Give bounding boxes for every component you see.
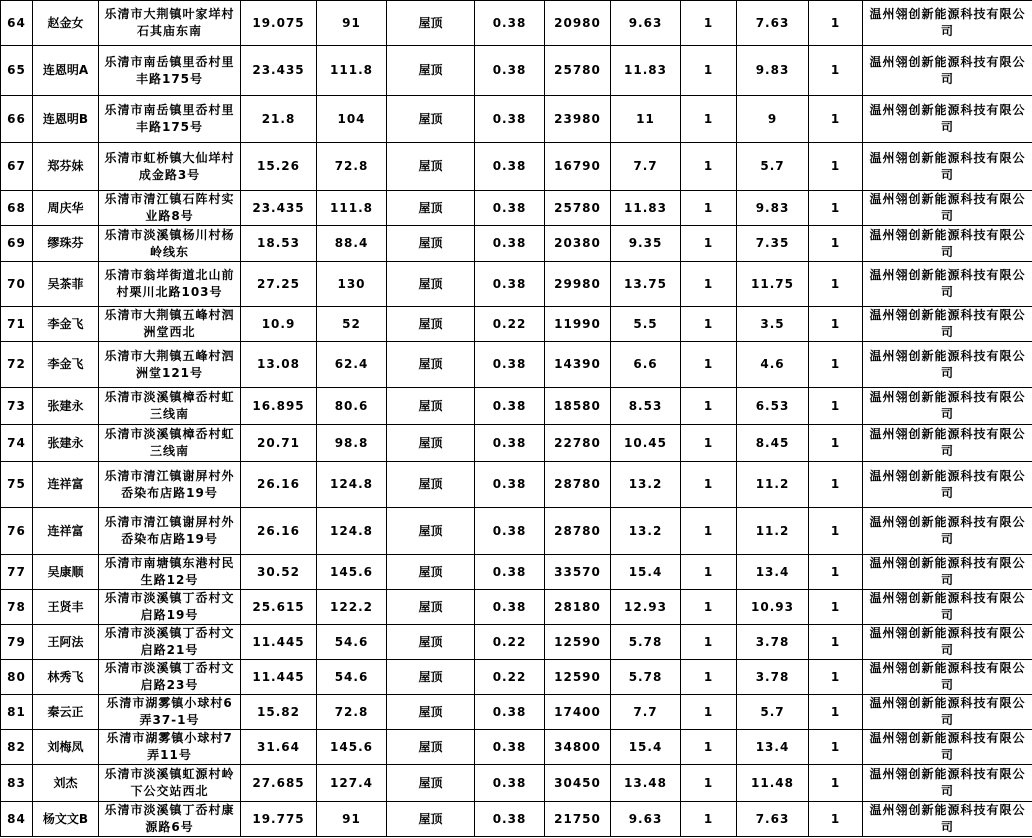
row-number-cell: 69 (1, 226, 33, 262)
rate-cell: 0.38 (475, 1, 545, 46)
table-row (1, 1, 1032, 46)
address-cell: 乐清市淡溪镇樟岙村虹三线南 (99, 388, 241, 425)
value-c-cell: 4.6 (737, 342, 809, 388)
value-d-cell: 1 (809, 96, 863, 143)
capacity-cell: 91 (317, 802, 387, 837)
area-cell: 20.71 (241, 425, 317, 462)
address-cell: 乐清市虹桥镇大仙垟村成金路3号 (99, 143, 241, 191)
amount-cell: 25780 (545, 191, 611, 226)
owner-name-cell: 秦云正 (33, 695, 99, 730)
rate-cell: 0.22 (475, 660, 545, 695)
value-c-cell: 9.83 (737, 46, 809, 96)
address-cell: 乐清市清江镇石阵村实业路8号 (99, 191, 241, 226)
value-d-cell: 1 (809, 802, 863, 837)
amount-cell: 28780 (545, 462, 611, 508)
owner-name-cell: 李金飞 (33, 307, 99, 342)
row-number-cell: 77 (1, 555, 33, 590)
owner-name-cell: 林秀飞 (33, 660, 99, 695)
value-d-cell: 1 (809, 660, 863, 695)
company-cell: 温州翎创新能源科技有限公司 (863, 508, 1032, 555)
capacity-cell: 88.4 (317, 226, 387, 262)
rate-cell: 0.38 (475, 342, 545, 388)
company-cell: 温州翎创新能源科技有限公司 (863, 226, 1032, 262)
row-number-cell: 73 (1, 388, 33, 425)
amount-cell: 21750 (545, 802, 611, 837)
company-cell: 温州翎创新能源科技有限公司 (863, 555, 1032, 590)
area-cell: 15.26 (241, 143, 317, 191)
area-cell: 16.895 (241, 388, 317, 425)
address-cell: 乐清市清江镇谢屏村外岙染布店路19号 (99, 508, 241, 555)
company-cell: 温州翎创新能源科技有限公司 (863, 425, 1032, 462)
owner-name-cell: 王贤丰 (33, 590, 99, 625)
owner-name-cell: 王阿法 (33, 625, 99, 660)
value-c-cell: 7.35 (737, 226, 809, 262)
row-number-cell: 81 (1, 695, 33, 730)
table-row (1, 508, 1032, 555)
value-a-cell: 5.78 (611, 660, 681, 695)
address-cell: 乐清市大荆镇叶家垟村石其庙东南 (99, 1, 241, 46)
value-c-cell: 11.2 (737, 462, 809, 508)
table-row (1, 462, 1032, 508)
capacity-cell: 72.8 (317, 695, 387, 730)
install-type-cell: 屋顶 (387, 262, 475, 307)
owner-name-cell: 赵金女 (33, 1, 99, 46)
value-c-cell: 5.7 (737, 143, 809, 191)
value-b-cell: 1 (681, 425, 737, 462)
table-row (1, 143, 1032, 191)
capacity-cell: 124.8 (317, 508, 387, 555)
value-d-cell: 1 (809, 462, 863, 508)
table-row (1, 660, 1032, 695)
amount-cell: 20380 (545, 226, 611, 262)
install-type-cell: 屋顶 (387, 96, 475, 143)
value-d-cell: 1 (809, 765, 863, 802)
owner-name-cell: 吴茶菲 (33, 262, 99, 307)
row-number-cell: 71 (1, 307, 33, 342)
value-a-cell: 7.7 (611, 143, 681, 191)
area-cell: 11.445 (241, 625, 317, 660)
capacity-cell: 80.6 (317, 388, 387, 425)
value-c-cell: 11.75 (737, 262, 809, 307)
table-row (1, 388, 1032, 425)
table-row (1, 765, 1032, 802)
value-a-cell: 11.83 (611, 46, 681, 96)
address-cell: 乐清市淡溪镇丁岙村文启路19号 (99, 590, 241, 625)
row-number-cell: 78 (1, 590, 33, 625)
company-cell: 温州翎创新能源科技有限公司 (863, 342, 1032, 388)
row-number-cell: 67 (1, 143, 33, 191)
table-row (1, 590, 1032, 625)
value-b-cell: 1 (681, 96, 737, 143)
area-cell: 26.16 (241, 462, 317, 508)
value-c-cell: 6.53 (737, 388, 809, 425)
address-cell: 乐清市南岳镇里岙村里丰路175号 (99, 96, 241, 143)
rate-cell: 0.38 (475, 262, 545, 307)
install-type-cell: 屋顶 (387, 307, 475, 342)
row-number-cell: 70 (1, 262, 33, 307)
amount-cell: 22780 (545, 425, 611, 462)
row-number-cell: 65 (1, 46, 33, 96)
rate-cell: 0.38 (475, 425, 545, 462)
rate-cell: 0.38 (475, 508, 545, 555)
owner-name-cell: 连祥富 (33, 508, 99, 555)
amount-cell: 30450 (545, 765, 611, 802)
value-d-cell: 1 (809, 226, 863, 262)
area-cell: 30.52 (241, 555, 317, 590)
value-c-cell: 3.78 (737, 660, 809, 695)
address-cell: 乐清市大荆镇五峰村泗洲堂西北 (99, 307, 241, 342)
value-c-cell: 11.48 (737, 765, 809, 802)
area-cell: 23.435 (241, 46, 317, 96)
table-row (1, 46, 1032, 96)
row-number-cell: 75 (1, 462, 33, 508)
company-cell: 温州翎创新能源科技有限公司 (863, 802, 1032, 837)
value-c-cell: 13.4 (737, 555, 809, 590)
rate-cell: 0.38 (475, 730, 545, 765)
area-cell: 25.615 (241, 590, 317, 625)
rate-cell: 0.38 (475, 143, 545, 191)
amount-cell: 29980 (545, 262, 611, 307)
value-b-cell: 1 (681, 226, 737, 262)
install-type-cell: 屋顶 (387, 342, 475, 388)
value-c-cell: 11.2 (737, 508, 809, 555)
value-b-cell: 1 (681, 660, 737, 695)
install-type-cell: 屋顶 (387, 695, 475, 730)
owner-name-cell: 连祥富 (33, 462, 99, 508)
install-type-cell: 屋顶 (387, 802, 475, 837)
install-type-cell: 屋顶 (387, 191, 475, 226)
value-d-cell: 1 (809, 590, 863, 625)
area-cell: 19.775 (241, 802, 317, 837)
value-d-cell: 1 (809, 625, 863, 660)
table-row (1, 262, 1032, 307)
table-row (1, 425, 1032, 462)
value-b-cell: 1 (681, 46, 737, 96)
value-d-cell: 1 (809, 695, 863, 730)
value-b-cell: 1 (681, 730, 737, 765)
owner-name-cell: 杨文文B (33, 802, 99, 837)
rate-cell: 0.38 (475, 765, 545, 802)
value-a-cell: 5.78 (611, 625, 681, 660)
install-type-cell: 屋顶 (387, 508, 475, 555)
install-type-cell: 屋顶 (387, 1, 475, 46)
address-cell: 乐清市淡溪镇丁岙村文启路23号 (99, 660, 241, 695)
value-b-cell: 1 (681, 342, 737, 388)
company-cell: 温州翎创新能源科技有限公司 (863, 695, 1032, 730)
value-c-cell: 3.5 (737, 307, 809, 342)
area-cell: 27.685 (241, 765, 317, 802)
company-cell: 温州翎创新能源科技有限公司 (863, 46, 1032, 96)
rate-cell: 0.38 (475, 555, 545, 590)
company-cell: 温州翎创新能源科技有限公司 (863, 660, 1032, 695)
value-d-cell: 1 (809, 191, 863, 226)
capacity-cell: 104 (317, 96, 387, 143)
company-cell: 温州翎创新能源科技有限公司 (863, 307, 1032, 342)
rate-cell: 0.38 (475, 462, 545, 508)
rate-cell: 0.38 (475, 695, 545, 730)
value-b-cell: 1 (681, 508, 737, 555)
value-a-cell: 5.5 (611, 307, 681, 342)
area-cell: 21.8 (241, 96, 317, 143)
value-a-cell: 10.45 (611, 425, 681, 462)
capacity-cell: 91 (317, 1, 387, 46)
rate-cell: 0.38 (475, 226, 545, 262)
amount-cell: 28180 (545, 590, 611, 625)
value-c-cell: 9 (737, 96, 809, 143)
value-a-cell: 15.4 (611, 555, 681, 590)
owner-name-cell: 周庆华 (33, 191, 99, 226)
value-c-cell: 7.63 (737, 802, 809, 837)
rate-cell: 0.38 (475, 388, 545, 425)
amount-cell: 12590 (545, 625, 611, 660)
table-row (1, 555, 1032, 590)
install-type-cell: 屋顶 (387, 46, 475, 96)
value-d-cell: 1 (809, 1, 863, 46)
capacity-cell: 98.8 (317, 425, 387, 462)
table-row (1, 226, 1032, 262)
company-cell: 温州翎创新能源科技有限公司 (863, 1, 1032, 46)
address-cell: 乐清市大荆镇五峰村泗洲堂121号 (99, 342, 241, 388)
table-row (1, 625, 1032, 660)
address-cell: 乐清市淡溪镇丁岙村文启路21号 (99, 625, 241, 660)
value-a-cell: 6.6 (611, 342, 681, 388)
row-number-cell: 66 (1, 96, 33, 143)
value-a-cell: 13.75 (611, 262, 681, 307)
install-type-cell: 屋顶 (387, 226, 475, 262)
owner-name-cell: 刘杰 (33, 765, 99, 802)
value-b-cell: 1 (681, 802, 737, 837)
install-type-cell: 屋顶 (387, 730, 475, 765)
value-d-cell: 1 (809, 508, 863, 555)
capacity-cell: 122.2 (317, 590, 387, 625)
value-d-cell: 1 (809, 555, 863, 590)
area-cell: 18.53 (241, 226, 317, 262)
value-a-cell: 13.2 (611, 508, 681, 555)
company-cell: 温州翎创新能源科技有限公司 (863, 730, 1032, 765)
company-cell: 温州翎创新能源科技有限公司 (863, 191, 1032, 226)
area-cell: 23.435 (241, 191, 317, 226)
capacity-cell: 145.6 (317, 730, 387, 765)
row-number-cell: 83 (1, 765, 33, 802)
owner-name-cell: 吴康顺 (33, 555, 99, 590)
rate-cell: 0.38 (475, 96, 545, 143)
value-a-cell: 13.2 (611, 462, 681, 508)
table-row (1, 96, 1032, 143)
amount-cell: 18580 (545, 388, 611, 425)
rate-cell: 0.22 (475, 307, 545, 342)
value-b-cell: 1 (681, 765, 737, 802)
capacity-cell: 127.4 (317, 765, 387, 802)
value-c-cell: 3.78 (737, 625, 809, 660)
address-cell: 乐清市淡溪镇杨川村杨岭线东 (99, 226, 241, 262)
owner-name-cell: 张建永 (33, 388, 99, 425)
row-number-cell: 82 (1, 730, 33, 765)
owner-name-cell: 张建永 (33, 425, 99, 462)
value-d-cell: 1 (809, 307, 863, 342)
area-cell: 10.9 (241, 307, 317, 342)
amount-cell: 25780 (545, 46, 611, 96)
address-cell: 乐清市南岳镇里岙村里丰路175号 (99, 46, 241, 96)
rate-cell: 0.38 (475, 802, 545, 837)
capacity-cell: 54.6 (317, 625, 387, 660)
capacity-cell: 62.4 (317, 342, 387, 388)
owner-name-cell: 连恩明B (33, 96, 99, 143)
area-cell: 11.445 (241, 660, 317, 695)
owner-name-cell: 郑芬妹 (33, 143, 99, 191)
company-cell: 温州翎创新能源科技有限公司 (863, 765, 1032, 802)
owner-name-cell: 缪珠芬 (33, 226, 99, 262)
address-cell: 乐清市淡溪镇樟岙村虹三线南 (99, 425, 241, 462)
value-b-cell: 1 (681, 307, 737, 342)
value-a-cell: 13.48 (611, 765, 681, 802)
company-cell: 温州翎创新能源科技有限公司 (863, 625, 1032, 660)
value-d-cell: 1 (809, 46, 863, 96)
capacity-cell: 54.6 (317, 660, 387, 695)
company-cell: 温州翎创新能源科技有限公司 (863, 262, 1032, 307)
value-d-cell: 1 (809, 730, 863, 765)
owner-name-cell: 刘梅凤 (33, 730, 99, 765)
capacity-cell: 111.8 (317, 46, 387, 96)
amount-cell: 23980 (545, 96, 611, 143)
company-cell: 温州翎创新能源科技有限公司 (863, 388, 1032, 425)
table-row (1, 802, 1032, 837)
company-cell: 温州翎创新能源科技有限公司 (863, 462, 1032, 508)
value-a-cell: 11 (611, 96, 681, 143)
install-type-cell: 屋顶 (387, 590, 475, 625)
capacity-cell: 130 (317, 262, 387, 307)
value-a-cell: 11.83 (611, 191, 681, 226)
table-body (1, 1, 1032, 837)
value-d-cell: 1 (809, 143, 863, 191)
amount-cell: 28780 (545, 508, 611, 555)
area-cell: 15.82 (241, 695, 317, 730)
install-type-cell: 屋顶 (387, 143, 475, 191)
company-cell: 温州翎创新能源科技有限公司 (863, 96, 1032, 143)
capacity-cell: 52 (317, 307, 387, 342)
value-b-cell: 1 (681, 143, 737, 191)
capacity-cell: 124.8 (317, 462, 387, 508)
table-row (1, 307, 1032, 342)
value-b-cell: 1 (681, 555, 737, 590)
company-cell: 温州翎创新能源科技有限公司 (863, 143, 1032, 191)
owner-name-cell: 李金飞 (33, 342, 99, 388)
value-c-cell: 10.93 (737, 590, 809, 625)
amount-cell: 14390 (545, 342, 611, 388)
value-a-cell: 9.63 (611, 802, 681, 837)
address-cell: 乐清市翁垟街道北山前村栗川北路103号 (99, 262, 241, 307)
table-row (1, 342, 1032, 388)
area-cell: 27.25 (241, 262, 317, 307)
row-number-cell: 64 (1, 1, 33, 46)
address-cell: 乐清市淡溪镇虹源村岭下公交站西北 (99, 765, 241, 802)
table-row (1, 730, 1032, 765)
owner-name-cell: 连恩明A (33, 46, 99, 96)
value-a-cell: 7.7 (611, 695, 681, 730)
install-type-cell: 屋顶 (387, 425, 475, 462)
rate-cell: 0.38 (475, 191, 545, 226)
row-number-cell: 80 (1, 660, 33, 695)
install-type-cell: 屋顶 (387, 555, 475, 590)
address-cell: 乐清市淡溪镇丁岙村康源路6号 (99, 802, 241, 837)
value-b-cell: 1 (681, 388, 737, 425)
area-cell: 19.075 (241, 1, 317, 46)
row-number-cell: 79 (1, 625, 33, 660)
value-a-cell: 8.53 (611, 388, 681, 425)
value-d-cell: 1 (809, 388, 863, 425)
row-number-cell: 74 (1, 425, 33, 462)
amount-cell: 34800 (545, 730, 611, 765)
amount-cell: 20980 (545, 1, 611, 46)
row-number-cell: 76 (1, 508, 33, 555)
value-b-cell: 1 (681, 262, 737, 307)
rate-cell: 0.38 (475, 46, 545, 96)
install-type-cell: 屋顶 (387, 462, 475, 508)
table-row (1, 191, 1032, 226)
area-cell: 13.08 (241, 342, 317, 388)
capacity-cell: 72.8 (317, 143, 387, 191)
value-d-cell: 1 (809, 342, 863, 388)
value-a-cell: 12.93 (611, 590, 681, 625)
install-type-cell: 屋顶 (387, 388, 475, 425)
value-d-cell: 1 (809, 262, 863, 307)
value-c-cell: 9.83 (737, 191, 809, 226)
amount-cell: 33570 (545, 555, 611, 590)
install-type-cell: 屋顶 (387, 765, 475, 802)
value-b-cell: 1 (681, 191, 737, 226)
row-number-cell: 68 (1, 191, 33, 226)
area-cell: 31.64 (241, 730, 317, 765)
capacity-cell: 111.8 (317, 191, 387, 226)
rate-cell: 0.38 (475, 590, 545, 625)
value-a-cell: 9.63 (611, 1, 681, 46)
value-b-cell: 1 (681, 625, 737, 660)
amount-cell: 17400 (545, 695, 611, 730)
value-a-cell: 9.35 (611, 226, 681, 262)
value-c-cell: 8.45 (737, 425, 809, 462)
row-number-cell: 72 (1, 342, 33, 388)
address-cell: 乐清市湖雾镇小球村6弄37-1号 (99, 695, 241, 730)
address-cell: 乐清市南塘镇东港村民生路12号 (99, 555, 241, 590)
address-cell: 乐清市湖雾镇小球村7弄11号 (99, 730, 241, 765)
value-b-cell: 1 (681, 590, 737, 625)
install-type-cell: 屋顶 (387, 660, 475, 695)
address-cell: 乐清市清江镇谢屏村外岙染布店路19号 (99, 462, 241, 508)
value-d-cell: 1 (809, 425, 863, 462)
value-b-cell: 1 (681, 462, 737, 508)
amount-cell: 16790 (545, 143, 611, 191)
amount-cell: 12590 (545, 660, 611, 695)
rate-cell: 0.22 (475, 625, 545, 660)
area-cell: 26.16 (241, 508, 317, 555)
row-number-cell: 84 (1, 802, 33, 837)
value-a-cell: 15.4 (611, 730, 681, 765)
capacity-cell: 145.6 (317, 555, 387, 590)
value-b-cell: 1 (681, 695, 737, 730)
value-c-cell: 7.63 (737, 1, 809, 46)
value-b-cell: 1 (681, 1, 737, 46)
value-c-cell: 13.4 (737, 730, 809, 765)
install-type-cell: 屋顶 (387, 625, 475, 660)
table-row (1, 695, 1032, 730)
amount-cell: 11990 (545, 307, 611, 342)
value-c-cell: 5.7 (737, 695, 809, 730)
company-cell: 温州翎创新能源科技有限公司 (863, 590, 1032, 625)
